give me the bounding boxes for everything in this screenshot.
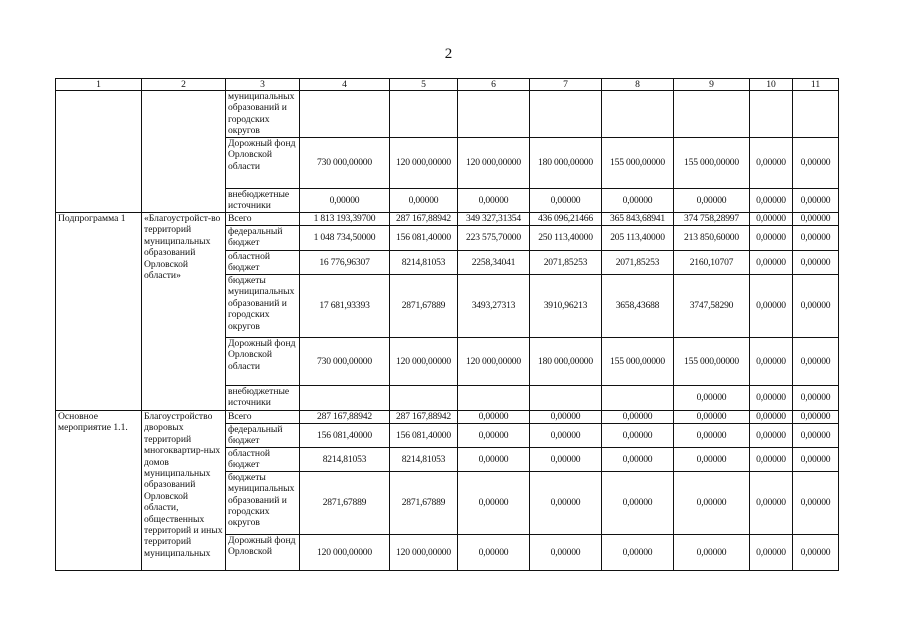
funding-source: бюджеты муниципальных образований и городских округов bbox=[226, 275, 300, 338]
amount-cell: 0,00000 bbox=[458, 534, 530, 570]
amount-cell: 120 000,00000 bbox=[390, 138, 458, 189]
amount-cell: 223 575,70000 bbox=[458, 226, 530, 251]
funding-source: федеральный бюджет bbox=[226, 226, 300, 251]
amount-cell: 250 113,40000 bbox=[530, 226, 602, 251]
amount-cell bbox=[530, 386, 602, 411]
amount-cell: 0,00000 bbox=[530, 471, 602, 534]
row-group-label: Основное мероприятие 1.1. bbox=[56, 411, 142, 571]
amount-cell: 0,00000 bbox=[793, 411, 839, 424]
column-number-row bbox=[56, 79, 839, 91]
amount-cell: 2071,85253 bbox=[602, 251, 674, 275]
table-row bbox=[56, 91, 839, 138]
amount-cell: 2258,34041 bbox=[458, 251, 530, 275]
amount-cell: 2871,67889 bbox=[300, 471, 390, 534]
column-number: 8 bbox=[602, 79, 674, 91]
amount-cell: 0,00000 bbox=[793, 251, 839, 275]
amount-cell: 0,00000 bbox=[390, 189, 458, 213]
amount-cell: 436 096,21466 bbox=[530, 213, 602, 226]
amount-cell: 0,00000 bbox=[458, 411, 530, 424]
amount-cell: 0,00000 bbox=[458, 424, 530, 448]
amount-cell: 0,00000 bbox=[750, 411, 793, 424]
amount-cell: 0,00000 bbox=[750, 189, 793, 213]
amount-cell: 2871,67889 bbox=[390, 275, 458, 338]
amount-cell bbox=[602, 91, 674, 138]
column-number: 7 bbox=[530, 79, 602, 91]
amount-cell: 155 000,00000 bbox=[602, 338, 674, 386]
funding-source: областной бюджет bbox=[226, 251, 300, 275]
page-number: 2 bbox=[444, 46, 453, 62]
funding-source: Всего bbox=[226, 411, 300, 424]
amount-cell: 0,00000 bbox=[793, 138, 839, 189]
row-group-title: «Благоустройст-во территорий муниципальных образований Орловской области» bbox=[142, 213, 226, 411]
row-group-label: Подпрограмма 1 bbox=[56, 213, 142, 411]
amount-cell: 0,00000 bbox=[750, 338, 793, 386]
amount-cell: 0,00000 bbox=[793, 275, 839, 338]
amount-cell: 120 000,00000 bbox=[390, 338, 458, 386]
amount-cell: 2071,85253 bbox=[530, 251, 602, 275]
budget-table bbox=[55, 78, 839, 571]
amount-cell: 17 681,93393 bbox=[300, 275, 390, 338]
blank-cell bbox=[56, 91, 142, 213]
amount-cell: 0,00000 bbox=[750, 424, 793, 448]
amount-cell: 0,00000 bbox=[750, 251, 793, 275]
amount-cell bbox=[793, 91, 839, 138]
amount-cell: 0,00000 bbox=[602, 411, 674, 424]
amount-cell: 0,00000 bbox=[530, 447, 602, 471]
amount-cell: 0,00000 bbox=[674, 411, 750, 424]
amount-cell: 0,00000 bbox=[750, 275, 793, 338]
amount-cell: 287 167,88942 bbox=[390, 411, 458, 424]
amount-cell: 155 000,00000 bbox=[602, 138, 674, 189]
amount-cell bbox=[390, 386, 458, 411]
column-number: 11 bbox=[793, 79, 839, 91]
amount-cell: 0,00000 bbox=[750, 447, 793, 471]
amount-cell: 0,00000 bbox=[793, 471, 839, 534]
amount-cell: 3747,58290 bbox=[674, 275, 750, 338]
amount-cell: 0,00000 bbox=[793, 424, 839, 448]
amount-cell: 0,00000 bbox=[750, 226, 793, 251]
amount-cell: 1 813 193,39700 bbox=[300, 213, 390, 226]
funding-source: федеральный бюджет bbox=[226, 424, 300, 448]
amount-cell: 0,00000 bbox=[530, 534, 602, 570]
amount-cell: 120 000,00000 bbox=[390, 534, 458, 570]
column-number: 6 bbox=[458, 79, 530, 91]
column-number: 1 bbox=[56, 79, 142, 91]
amount-cell: 1 048 734,50000 bbox=[300, 226, 390, 251]
funding-source: Всего bbox=[226, 213, 300, 226]
column-number: 5 bbox=[390, 79, 458, 91]
amount-cell: 120 000,00000 bbox=[458, 138, 530, 189]
funding-source: внебюджетные источники bbox=[226, 189, 300, 213]
amount-cell: 0,00000 bbox=[750, 471, 793, 534]
amount-cell: 0,00000 bbox=[602, 534, 674, 570]
funding-source: Дорожный фонд Орловской области bbox=[226, 138, 300, 189]
amount-cell: 0,00000 bbox=[750, 534, 793, 570]
amount-cell: 2160,10707 bbox=[674, 251, 750, 275]
amount-cell: 0,00000 bbox=[793, 338, 839, 386]
amount-cell: 155 000,00000 bbox=[674, 138, 750, 189]
amount-cell: 156 081,40000 bbox=[390, 226, 458, 251]
amount-cell: 16 776,96307 bbox=[300, 251, 390, 275]
amount-cell: 0,00000 bbox=[793, 447, 839, 471]
amount-cell: 2871,67889 bbox=[390, 471, 458, 534]
row-group-title: Благоустройство дворовых территорий многоквартир-ных домов муниципальных образований Орловской области, общественных территорий и иных территорий муниципальных bbox=[142, 411, 226, 571]
amount-cell: 0,00000 bbox=[602, 447, 674, 471]
amount-cell: 0,00000 bbox=[793, 189, 839, 213]
amount-cell bbox=[300, 91, 390, 138]
amount-cell: 0,00000 bbox=[458, 471, 530, 534]
amount-cell: 0,00000 bbox=[793, 534, 839, 570]
amount-cell: 0,00000 bbox=[674, 189, 750, 213]
amount-cell bbox=[750, 91, 793, 138]
amount-cell: 156 081,40000 bbox=[300, 424, 390, 448]
amount-cell: 287 167,88942 bbox=[390, 213, 458, 226]
funding-source: областной бюджет bbox=[226, 447, 300, 471]
amount-cell: 155 000,00000 bbox=[674, 338, 750, 386]
funding-source: бюджеты муниципальных образований и городских округов bbox=[226, 471, 300, 534]
amount-cell: 0,00000 bbox=[674, 471, 750, 534]
amount-cell: 374 758,28997 bbox=[674, 213, 750, 226]
amount-cell: 287 167,88942 bbox=[300, 411, 390, 424]
amount-cell: 180 000,00000 bbox=[530, 138, 602, 189]
amount-cell: 120 000,00000 bbox=[458, 338, 530, 386]
amount-cell: 0,00000 bbox=[530, 189, 602, 213]
amount-cell: 0,00000 bbox=[674, 534, 750, 570]
amount-cell: 0,00000 bbox=[750, 138, 793, 189]
amount-cell: 0,00000 bbox=[750, 386, 793, 411]
amount-cell bbox=[530, 91, 602, 138]
amount-cell: 3493,27313 bbox=[458, 275, 530, 338]
amount-cell: 120 000,00000 bbox=[300, 534, 390, 570]
column-number: 3 bbox=[226, 79, 300, 91]
amount-cell: 0,00000 bbox=[602, 471, 674, 534]
amount-cell: 0,00000 bbox=[602, 424, 674, 448]
funding-source: Дорожный фонд Орловской bbox=[226, 534, 300, 570]
table-row bbox=[56, 411, 839, 424]
funding-source: Дорожный фонд Орловской области bbox=[226, 338, 300, 386]
amount-cell: 0,00000 bbox=[530, 411, 602, 424]
funding-source: внебюджетные источники bbox=[226, 386, 300, 411]
amount-cell: 0,00000 bbox=[793, 386, 839, 411]
column-number: 2 bbox=[142, 79, 226, 91]
amount-cell: 180 000,00000 bbox=[530, 338, 602, 386]
column-number: 10 bbox=[750, 79, 793, 91]
amount-cell bbox=[458, 386, 530, 411]
amount-cell: 365 843,68941 bbox=[602, 213, 674, 226]
amount-cell bbox=[458, 91, 530, 138]
amount-cell: 0,00000 bbox=[458, 447, 530, 471]
amount-cell: 0,00000 bbox=[674, 424, 750, 448]
amount-cell: 0,00000 bbox=[300, 189, 390, 213]
amount-cell: 8214,81053 bbox=[390, 447, 458, 471]
column-number: 4 bbox=[300, 79, 390, 91]
amount-cell: 0,00000 bbox=[750, 213, 793, 226]
amount-cell: 3658,43688 bbox=[602, 275, 674, 338]
amount-cell: 730 000,00000 bbox=[300, 338, 390, 386]
blank-cell bbox=[142, 91, 226, 213]
amount-cell: 8214,81053 bbox=[300, 447, 390, 471]
amount-cell: 0,00000 bbox=[793, 226, 839, 251]
amount-cell: 730 000,00000 bbox=[300, 138, 390, 189]
amount-cell: 156 081,40000 bbox=[390, 424, 458, 448]
amount-cell: 213 850,60000 bbox=[674, 226, 750, 251]
amount-cell: 0,00000 bbox=[458, 189, 530, 213]
funding-source: муниципальных образований и городских округов bbox=[226, 91, 300, 138]
amount-cell: 8214,81053 bbox=[390, 251, 458, 275]
amount-cell bbox=[300, 386, 390, 411]
amount-cell: 0,00000 bbox=[602, 189, 674, 213]
amount-cell: 0,00000 bbox=[674, 447, 750, 471]
amount-cell bbox=[602, 386, 674, 411]
amount-cell: 349 327,31354 bbox=[458, 213, 530, 226]
table-row bbox=[56, 213, 839, 226]
amount-cell: 0,00000 bbox=[530, 424, 602, 448]
column-number: 9 bbox=[674, 79, 750, 91]
amount-cell: 0,00000 bbox=[674, 386, 750, 411]
amount-cell: 0,00000 bbox=[793, 213, 839, 226]
amount-cell bbox=[390, 91, 458, 138]
amount-cell bbox=[674, 91, 750, 138]
amount-cell: 3910,96213 bbox=[530, 275, 602, 338]
amount-cell: 205 113,40000 bbox=[602, 226, 674, 251]
